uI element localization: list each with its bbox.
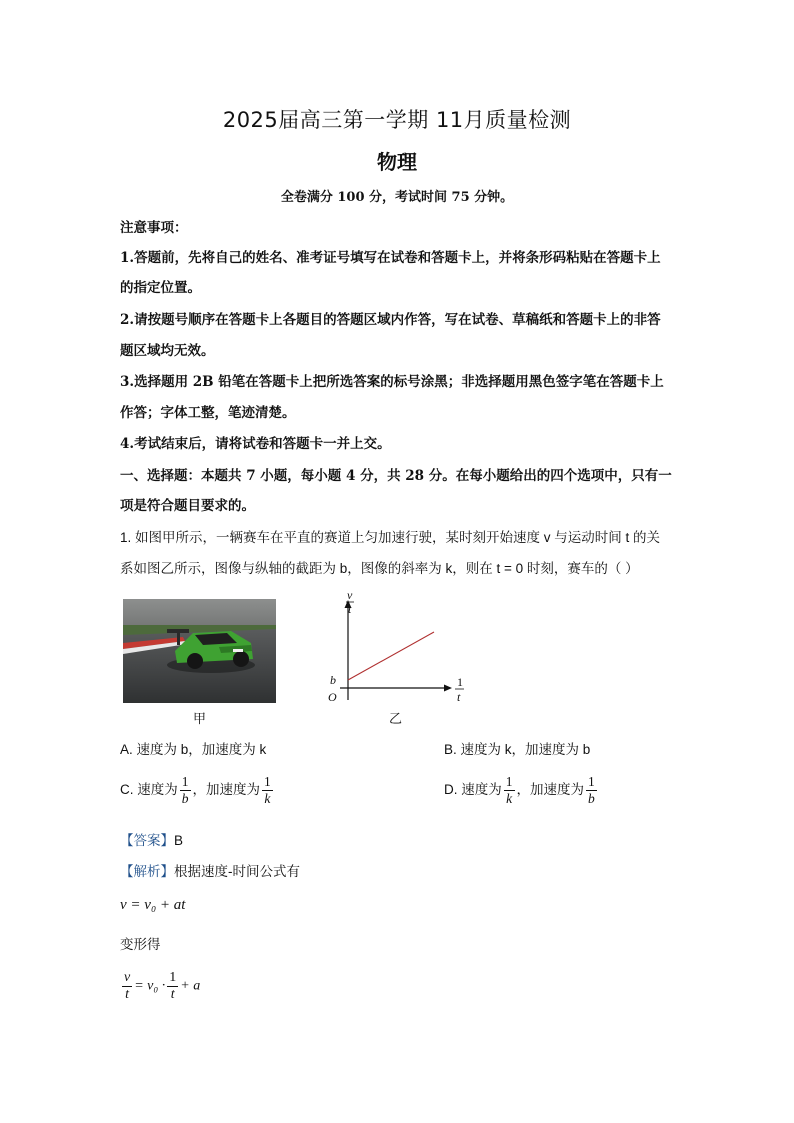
x-axis-arrow-icon: [444, 685, 452, 692]
option-d-frac-2: $\frac{1}{b}$: [588, 774, 595, 806]
question-1-line-a: 1. 如图甲所示，一辆赛车在平直的赛道上匀加速行驶，某时刻开始速度 v 与运动时间 t 的关: [120, 530, 661, 545]
subject-title: 物理: [377, 150, 417, 174]
answer-label: 【答案】: [120, 833, 174, 848]
x-label-den: t: [457, 690, 461, 704]
option-d-frac-1: $\frac{1}{k}$: [505, 774, 513, 806]
option-c-mid: ，加速度为: [192, 782, 261, 798]
question-1-line-b: 系如图乙所示，图像与纵轴的截距为 b，图像的斜率为 k，则在 t = 0 时刻，赛车的（ ）: [120, 561, 639, 576]
figure-left-caption: 甲: [193, 712, 207, 727]
figure-right-caption: 乙: [389, 712, 403, 727]
formula-velocity: v = v₀ + at: [120, 897, 186, 913]
option-c: [120, 774, 275, 807]
note-3-line-b: 作答；字体工整，笔迹清楚。: [120, 405, 296, 421]
note-1-line-a: 1.答题前，先将自己的姓名、准考证号填写在试卷和答题卡上，并将条形码粘贴在答题卡上: [120, 250, 661, 266]
option-b: B. 速度为 k，加速度为 b: [444, 742, 591, 757]
analysis-line: [120, 862, 680, 882]
page-title: 2025届高三第一学期 11月质量检测: [222, 108, 572, 132]
transform-text: 变形得: [120, 937, 161, 952]
intercept-label: b: [330, 673, 336, 687]
origin-label: O: [328, 690, 337, 704]
section-1-line-a: 一、选择题：本题共 7 小题，每小题 4 分，共 28 分。在每小题给出的四个选项中，只有一: [120, 468, 672, 484]
option-a: A. 速度为 b，加速度为 k: [120, 742, 267, 757]
note-4: 4.考试结束后，请将试卷和答题卡一并上交。: [120, 436, 391, 452]
notes-heading: 注意事项：: [120, 220, 188, 236]
answer-value: B: [174, 833, 184, 848]
note-1-line-b: 的指定位置。: [120, 280, 201, 296]
race-car-photo: [123, 599, 276, 703]
option-c-frac-2: $\frac{1}{k}$: [264, 774, 271, 806]
formula-transformed: $\frac{v}{t}$ = v₀ · $\frac{1}{t}$ + a: [124, 970, 201, 1002]
option-c-prefix: C. 速度为: [120, 782, 178, 798]
y-label-den: t: [348, 602, 352, 616]
option-d: [444, 774, 599, 807]
note-2-line-a: 2.请按题号顺序在答题卡上各题目的答题区域内作答，写在试卷、草稿纸和答题卡上的非答: [120, 312, 661, 328]
note-2-line-b: 题区域均无效。: [120, 343, 215, 359]
option-c-frac-1: $\frac{1}{b}$: [181, 774, 189, 806]
vt-graph: [318, 588, 478, 710]
exam-info: 全卷满分 100 分，考试时间 75 分钟。: [280, 190, 514, 205]
option-d-mid: ，加速度为: [516, 782, 585, 798]
option-d-prefix: D. 速度为: [444, 782, 502, 798]
y-label-num: v: [347, 588, 353, 602]
note-3-line-a: 3.选择题用 2B 铅笔在答题卡上把所选答案的标号涂黑；非选择题用黑色签字笔在答题卡上: [120, 374, 664, 390]
analysis-label: 【解析】: [120, 864, 174, 879]
section-1-line-b: 项是符合题目要求的。: [120, 498, 255, 514]
x-label-num: 1: [457, 675, 463, 689]
analysis-text: 根据速度-时间公式有: [174, 864, 300, 879]
graph-line: [348, 632, 434, 680]
answer-line: [120, 831, 680, 851]
